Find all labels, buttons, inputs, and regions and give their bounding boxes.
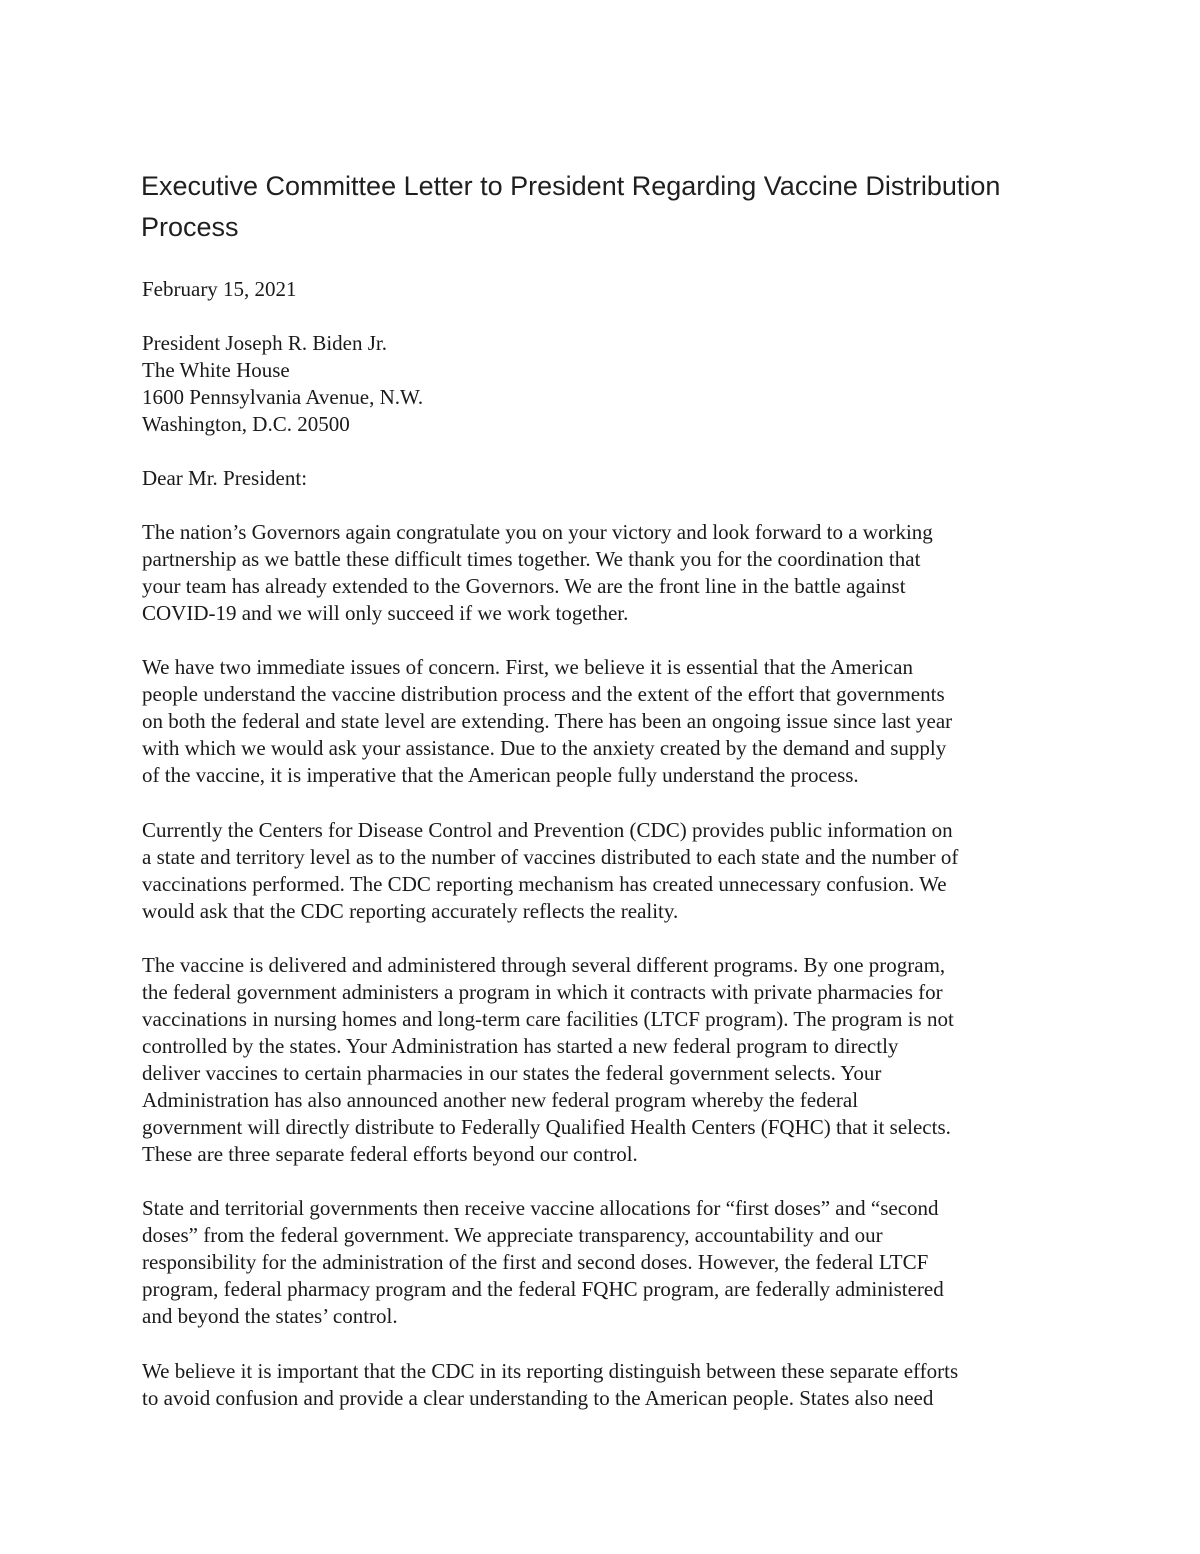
- paragraph-line: the federal government administers a program in which it contracts with private pharmacies for: [142, 980, 943, 1004]
- paragraph-line: The vaccine is delivered and administered through several different programs. By one program,: [142, 953, 946, 977]
- salutation: [142, 465, 1082, 492]
- paragraph-line: Administration has also announced another new federal program whereby the federal: [142, 1088, 859, 1112]
- paragraph-1: [142, 519, 1082, 627]
- recipient-address: [142, 330, 1082, 438]
- paragraph-3: [142, 817, 1082, 925]
- salutation-text: Dear Mr. President:: [142, 466, 308, 490]
- paragraph-line: government will directly distribute to Federally Qualified Health Centers (FQHC) that it selects.: [142, 1115, 951, 1139]
- paragraph-line: vaccinations performed. The CDC reporting mechanism has created unnecessary confusion. We: [142, 872, 947, 896]
- paragraph-line: These are three separate federal efforts beyond our control.: [142, 1142, 638, 1166]
- paragraph-line: controlled by the states. Your Administration has started a new federal program to directly: [142, 1034, 899, 1058]
- paragraph-line: on both the federal and state level are extending. There has been an ongoing issue since last year: [142, 709, 953, 733]
- paragraph-5: [142, 1195, 1082, 1330]
- paragraph-line: people understand the vaccine distribution process and the extent of the effort that governments: [142, 682, 945, 706]
- title-line: Process: [141, 212, 239, 242]
- paragraph-2: [142, 654, 1082, 789]
- paragraph-line: with which we would ask your assistance. Due to the anxiety created by the demand and supply: [142, 736, 947, 760]
- letter-title: [141, 166, 1101, 248]
- paragraph-line: of the vaccine, it is imperative that the American people fully understand the process.: [142, 763, 859, 787]
- paragraph-line: COVID-19 and we will only succeed if we work together.: [142, 601, 629, 625]
- paragraph-4: [142, 952, 1082, 1168]
- paragraph-line: responsibility for the administration of the first and second doses. However, the federal LTCF: [142, 1250, 929, 1274]
- letter-date: [142, 276, 1082, 303]
- paragraph-line: partnership as we battle these difficult times together. We thank you for the coordination that: [142, 547, 921, 571]
- paragraph-line: The nation’s Governors again congratulate you on your victory and look forward to a working: [142, 520, 933, 544]
- paragraph-line: vaccinations in nursing homes and long-term care facilities (LTCF program). The program is not: [142, 1007, 954, 1031]
- paragraph-line: program, federal pharmacy program and the federal FQHC program, are federally administered: [142, 1277, 944, 1301]
- paragraph-line: doses” from the federal government. We appreciate transparency, accountability and our: [142, 1223, 883, 1247]
- paragraph-line: would ask that the CDC reporting accurately reflects the reality.: [142, 899, 679, 923]
- paragraph-line: and beyond the states’ control.: [142, 1304, 398, 1328]
- address-line: President Joseph R. Biden Jr.: [142, 331, 387, 355]
- paragraph-line: your team has already extended to the Governors. We are the front line in the battle against: [142, 574, 906, 598]
- paragraph-line: Currently the Centers for Disease Control and Prevention (CDC) provides public information on: [142, 818, 953, 842]
- paragraph-6: [142, 1358, 1082, 1412]
- paragraph-line: a state and territory level as to the number of vaccines distributed to each state and the number of: [142, 845, 959, 869]
- date-text: February 15, 2021: [142, 277, 297, 301]
- paragraph-line: State and territorial governments then receive vaccine allocations for “first doses” and “second: [142, 1196, 939, 1220]
- address-line: 1600 Pennsylvania Avenue, N.W.: [142, 385, 424, 409]
- address-line: The White House: [142, 358, 290, 382]
- paragraph-line: We believe it is important that the CDC in its reporting distinguish between these separate efforts: [142, 1359, 959, 1383]
- paragraph-line: to avoid confusion and provide a clear understanding to the American people. States also need: [142, 1386, 934, 1410]
- address-line: Washington, D.C. 20500: [142, 412, 350, 436]
- paragraph-line: We have two immediate issues of concern. First, we believe it is essential that the American: [142, 655, 914, 679]
- title-line: Executive Committee Letter to President Regarding Vaccine Distribution: [141, 171, 1001, 201]
- paragraph-line: deliver vaccines to certain pharmacies in our states the federal government selects. Your: [142, 1061, 882, 1085]
